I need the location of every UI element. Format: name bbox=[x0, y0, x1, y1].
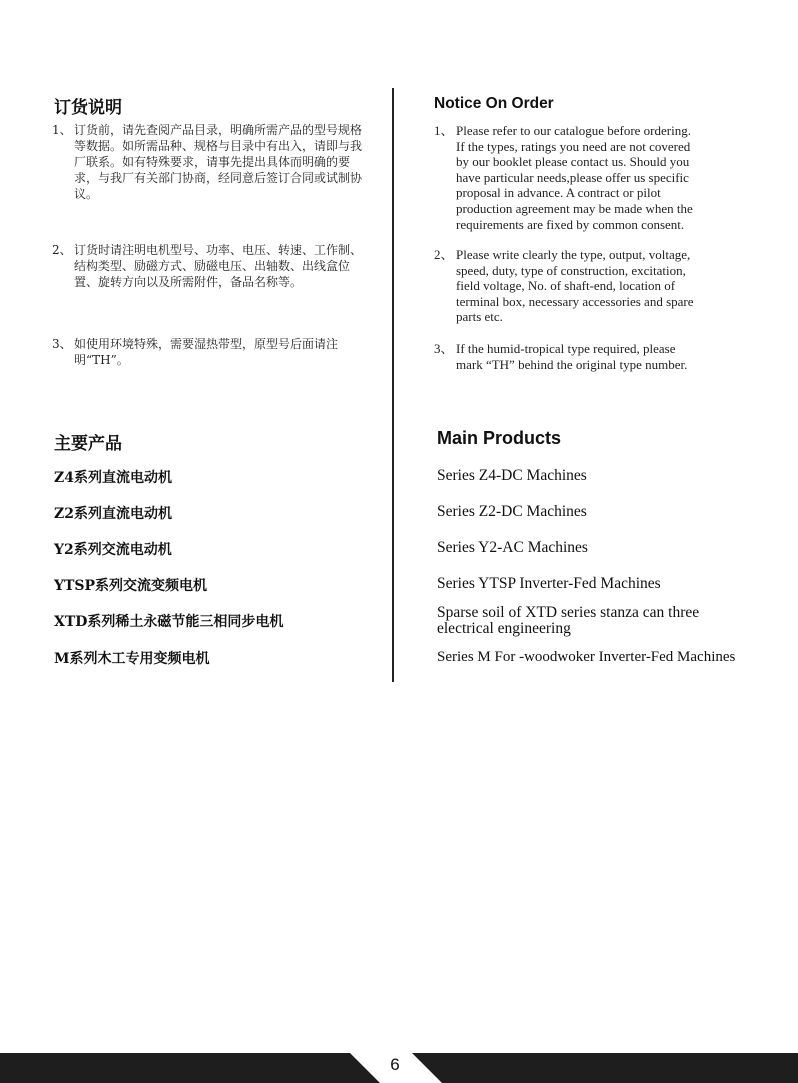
main-products-title-en: Main Products bbox=[437, 428, 562, 448]
item-line: mark “TH” behind the original type number. bbox=[456, 356, 688, 372]
item-line: If the types, ratings you need are not covered bbox=[456, 138, 691, 154]
item-text: 订货时请注明电机型号、功率、电压、转速、工作制、结构类型、励磁方式、励磁电压、出轴数、出线盒位置、旋转方向以及所需附件，备品名称等。 bbox=[74, 243, 363, 289]
item-number: 2、 bbox=[52, 243, 72, 257]
order-item-en-2 bbox=[434, 247, 754, 325]
page-number: 6 bbox=[390, 1055, 400, 1074]
item-text: 订货前，请先查阅产品目录，明确所需产品的型号规格等数据。如所需品种、规格与目录中有出入，请即与我厂联系。如有特殊要求，请事先提出具体而明确的要求，与我厂有关部门协商，经同意后签订合同或试制协议。 bbox=[74, 123, 363, 201]
item-line: Please refer to our catalogue before ordering. bbox=[456, 123, 691, 138]
item-line: Please write clearly the type, output, voltage, bbox=[456, 247, 691, 262]
item-number: 1、 bbox=[52, 123, 72, 137]
footer-bar-right bbox=[412, 1053, 798, 1083]
item-line: field voltage, No. of shaft-end, location of bbox=[456, 278, 676, 294]
item-number: 3、 bbox=[52, 337, 72, 351]
product-zh-m: M系列木工专用变频电机 bbox=[54, 651, 210, 667]
product-en-z4: Series Z4-DC Machines bbox=[437, 467, 587, 484]
product-zh-xtd: XTD系列稀土永磁节能三相同步电机 bbox=[54, 614, 284, 630]
order-notice-title-en: Notice On Order bbox=[434, 95, 554, 112]
item-text: 如使用环境特殊，需要湿热带型，原型号后面请注明“TH”。 bbox=[74, 337, 339, 367]
column-divider bbox=[392, 88, 394, 682]
product-zh-z2: Z2系列直流电动机 bbox=[54, 506, 172, 522]
item-line: production agreement may be made when the bbox=[456, 200, 693, 216]
product-zh-y2: Y2系列交流电动机 bbox=[54, 542, 172, 558]
item-line: If the humid-tropical type required, please bbox=[456, 341, 676, 356]
item-line: parts etc. bbox=[456, 309, 503, 325]
product-zh-z4: Z4系列直流电动机 bbox=[54, 470, 172, 486]
item-line: have particular needs,please offer us specific bbox=[456, 169, 689, 185]
item-line: terminal box, necessary accessories and spare bbox=[456, 293, 694, 309]
order-notice-title-zh: 订货说明 bbox=[54, 98, 122, 118]
item-number: 1、 bbox=[434, 123, 454, 138]
order-item-zh-2 bbox=[52, 242, 362, 290]
order-item-en-3 bbox=[434, 341, 754, 372]
main-products-title-zh: 主要产品 bbox=[54, 434, 122, 454]
order-item-zh-1 bbox=[52, 122, 362, 202]
product-zh-ytsp: YTSP系列交流变频电机 bbox=[54, 578, 208, 594]
product-en-ytsp: Series YTSP Inverter-Fed Machines bbox=[437, 575, 661, 592]
product-en-y2: Series Y2-AC Machines bbox=[437, 539, 588, 556]
order-item-en-1 bbox=[434, 123, 754, 232]
item-line: speed, duty, type of construction, excitation, bbox=[456, 262, 686, 278]
footer-bar-left bbox=[0, 1053, 380, 1083]
item-number: 2、 bbox=[434, 247, 454, 262]
product-en-z2: Series Z2-DC Machines bbox=[437, 503, 587, 520]
item-line: requirements are fixed by common consent. bbox=[456, 216, 685, 232]
item-number: 3、 bbox=[434, 341, 454, 356]
item-line: by our booklet please contact us. Should you bbox=[456, 154, 690, 170]
item-line: proposal in advance. A contract or pilot bbox=[456, 185, 661, 201]
order-item-zh-3 bbox=[52, 336, 362, 368]
product-en-m: Series M For -woodwoker Inverter-Fed Machines bbox=[437, 649, 736, 665]
product-en-xtd: Sparse soil of XTD series stanza can three electrical engineering bbox=[437, 604, 700, 637]
